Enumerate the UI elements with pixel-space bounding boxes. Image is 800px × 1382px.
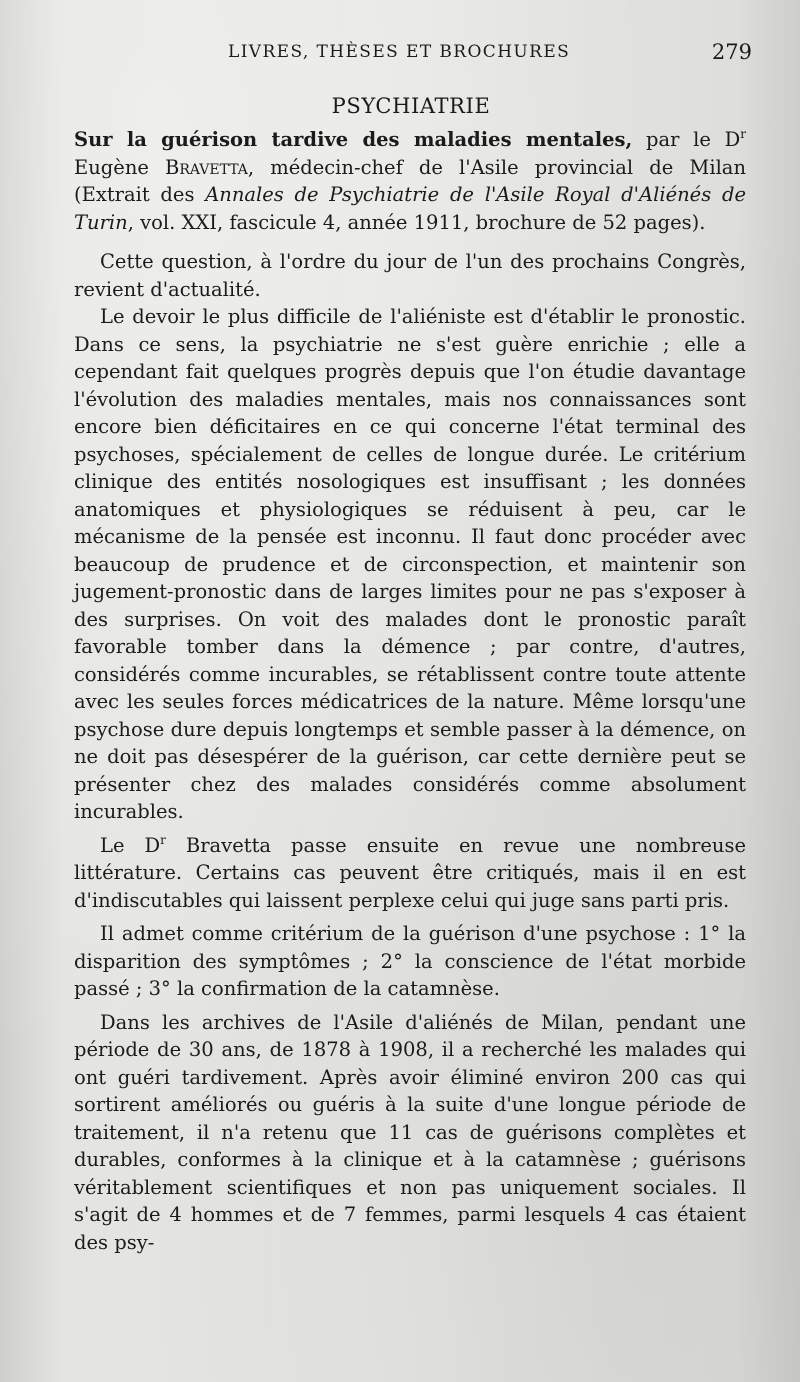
paragraph-3-start: Le D bbox=[100, 833, 161, 857]
reference-journal: Annales de Psychiatrie de l'Asile Royal d'Aliénés de Turin bbox=[74, 183, 746, 234]
bibliographic-reference bbox=[74, 126, 746, 236]
reference-role: , médecin-chef de l'Asile provincial de Milan (Extrait des bbox=[74, 155, 746, 206]
paragraph-1: Cette question, à l'ordre du jour de l'un des prochains Congrès, revient d'actualité. bbox=[74, 250, 746, 301]
reference-by: par le D bbox=[632, 128, 741, 151]
paragraph-5: Dans les archives de l'Asile d'aliénés de Milan, pendant une période de 30 ans, de 1878 à 1908, il a recherché les malades qui ont guéri tardivement. Après avoir éliminé environ 200 cas qui sortirent améliorés ou guéris à la suite d'une longue période de traitement, il n'a retenu que 11 cas de guérisons complètes et durables, conformes à la clinique et à la catamnèse ; guérisons véritablement scientifiques et non pas uniquement sociales. Il s'agit de 4 hommes et de 7 femmes, parmi lesquels 4 cas étaient des psy- bbox=[74, 1010, 746, 1254]
running-head bbox=[0, 40, 800, 70]
running-title: LIVRES, THÈSES ET BROCHURES bbox=[228, 42, 571, 62]
section-title: PSYCHIATRIE bbox=[331, 94, 491, 118]
paragraph-3 bbox=[74, 832, 746, 915]
reference-first-name: Eugène bbox=[74, 155, 166, 179]
article-body bbox=[74, 126, 746, 1256]
reference-dr-superscript: r bbox=[740, 127, 746, 141]
reference-details: , vol. XXI, fascicule 4, année 1911, brochure de 52 pages). bbox=[127, 210, 706, 234]
page-number: 279 bbox=[711, 40, 752, 64]
reference-surname: Bravetta bbox=[165, 155, 248, 179]
paragraph-2: Le devoir le plus difficile de l'aliéniste est d'établir le pronostic. Dans ce sens, la psychiatrie ne s'est guère enrichie ; elle a cependant fait quelques progrès depuis que l'on étudie davantage l'évolution des maladies mentales, mais nos connaissances sont encore bien déficitaires en ce qui concerne l'état terminal des psychoses, spécialement de celles de longue durée. Le critérium clinique des entités nosologiques est insuffisant ; les données anatomiques et physiologiques se réduisent à peu, car le mécanisme de la pensée est inconnu. Il faut donc procéder avec beaucoup de prudence et de circonspection, et maintenir son jugement-pronostic dans de larges limites pour ne pas s'exposer à des surprises. On voit des malades dont le pronostic paraît favorable tomber dans la démence ; par contre, d'autres, considérés comme incurables, se rétablissent contre toute attente avec les seules forces médicatrices de la nature. Même lorsqu'une psychose dure depuis longtemps et semble passer à la démence, on ne doit pas désespérer de la guérison, car cette dernière peut se présenter chez des malades considérés comme absolument incurables. bbox=[74, 305, 746, 823]
reference-title: Sur la guérison tardive des maladies mentales, bbox=[74, 128, 633, 151]
paragraph-3-rest: Bravetta passe ensuite en revue une nombreuse littérature. Certains cas peuvent être critiqués, mais il en est d'indiscutables qui laissent perplexe celui qui juge sans parti pris. bbox=[74, 833, 746, 912]
paragraph-4: Il admet comme critérium de la guérison d'une psychose : 1° la disparition des symptômes ; 2° la conscience de l'état morbide passé ; 3° la confirmation de la catamnèse. bbox=[74, 922, 746, 1000]
paragraph-3-superscript: r bbox=[160, 832, 166, 847]
